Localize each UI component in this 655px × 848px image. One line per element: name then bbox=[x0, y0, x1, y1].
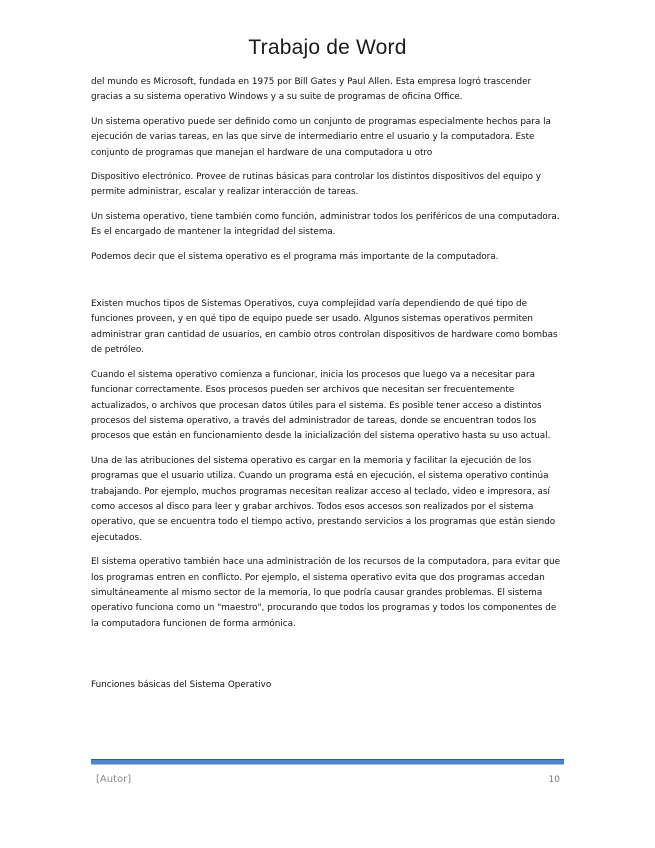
paragraph-resources: El sistema operativo también hace una administración de los recursos de la computadora, para evitar que los programas entren en conflicto. Por ejemplo, el sistema operativo evita que dos programas accedan simultáneamente al mismo sector de la memoria, lo que podría causar grandes problemas. El sistema operativo funciona como un "maestro", procurando que todos los programas y todos los componentes de la computadora funcionen de forma armónica. bbox=[91, 557, 560, 629]
paragraph-importance: Podemos decir que el sistema operativo es el programa más importante de la computadora. bbox=[91, 251, 499, 262]
page-header-title: Trabajo de Word bbox=[248, 36, 407, 59]
paragraph-microsoft: del mundo es Microsoft, fundada en 1975 por Bill Gates y Paul Allen. Esta empresa logró trascender gracias a su sistema operativo Windows y a su suite de programas de oficina Office. bbox=[91, 77, 532, 103]
paragraph-processes: Cuando el sistema operativo comienza a funcionar, inicia los procesos que luego va a necesitar para funcionar correctamente. Esos procesos pueden ser archivos que necesitan ser frecuentemente actualizados, o archivos que procesan datos útiles para el sistema. Es posible tener acceso a distintos procesos del sistema operativo, a través del administrador de tareas, donde se encuentran todos los procesos que están en funcionamiento desde la inicialización del sistema operativo hasta su uso actual. bbox=[91, 369, 551, 442]
document-body bbox=[91, 75, 565, 694]
footer-author: [Autor] bbox=[96, 774, 132, 785]
section-heading-functions: Funciones básicas del Sistema Operativo bbox=[91, 680, 272, 691]
paragraph-device: Dispositivo electrónico. Provee de rutinas básicas para controlar los distintos dispositivos del equipo y permite administrar, escalar y realizar interacción de tareas. bbox=[91, 172, 541, 198]
footer-rule bbox=[91, 759, 564, 765]
footer-page-number: 10 bbox=[548, 775, 560, 785]
paragraph-peripherals: Un sistema operativo, tiene también como función, administrar todos los periféricos de una computadora. Es el encargado de mantener la integridad del sistema. bbox=[91, 211, 560, 238]
paragraph-memory: Una de las atribuciones del sistema operativo es cargar en la memoria y facilitar la ejecución de los programas que el usuario utiliza. Cuando un programa está en ejecución, el sistema operativo continúa trabajando. Por ejemplo, muchos programas necesitan realizar acceso al teclado, video e impresora, así como accesos al disco para leer y grabar archivos. Todos esos accesos son realizados por el sistema operativo, que se encuentra todo el tiempo activo, prestando servicios a los programas que están siendo ejecutados. bbox=[91, 455, 556, 543]
paragraph-types: Existen muchos tipos de Sistemas Operativos, cuya complejidad varía dependiendo de qué tipo de funciones proveen, y en qué tipo de equipo puede ser usado. Algunos sistemas operativos permiten administrar gran cantidad de usuarios, en cambio otros controlan dispositivos de hardware como bombas de petróleo. bbox=[91, 299, 558, 356]
paragraph-definition: Un sistema operativo puede ser definido como un conjunto de programas especialmente hechos para la ejecución de varias tareas, en las que sirve de intermediario entre el usuario y la computadora. Este conjunto de programas que manejan el hardware de una computadora u otro bbox=[91, 116, 551, 158]
